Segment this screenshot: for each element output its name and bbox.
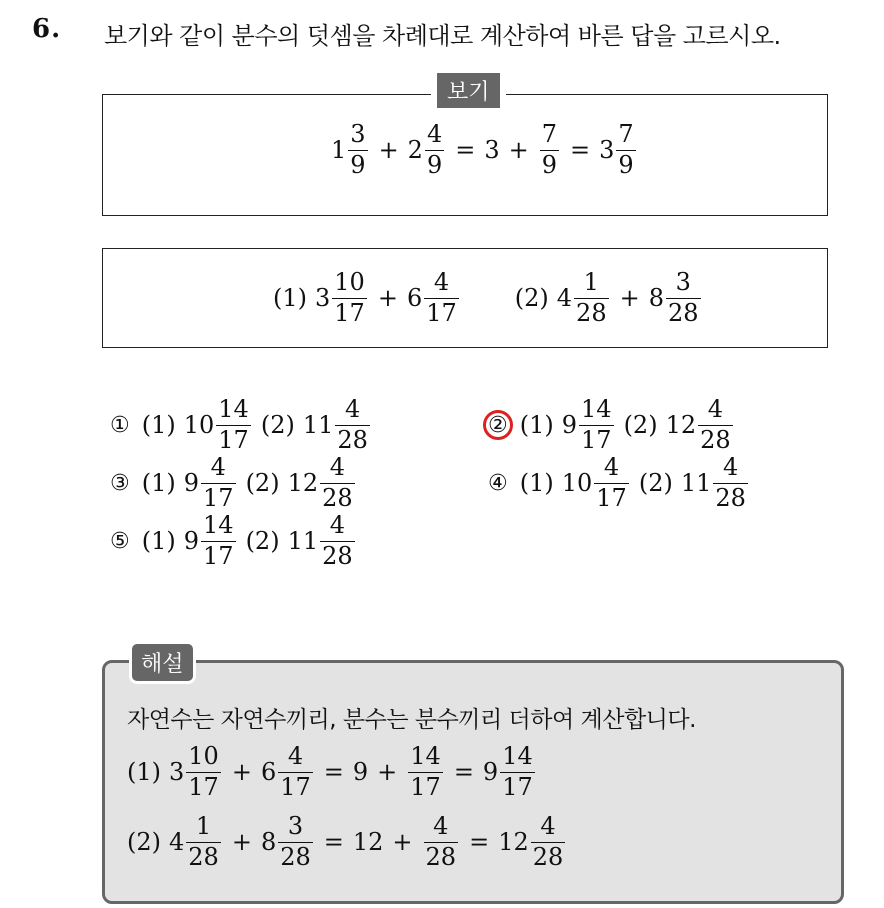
fraction [335, 396, 370, 454]
question-number: 6. [32, 14, 62, 44]
plus-sign: + [231, 828, 252, 857]
equals-sign: = [469, 828, 490, 857]
selected-answer-circle [483, 410, 513, 440]
solution-text: 자연수는 자연수끼리, 분수는 분수끼리 더하여 계산합니다. [127, 707, 696, 733]
example-result-whole: 3 [599, 136, 615, 165]
denominator: 28 [188, 842, 219, 871]
plus-sign: + [231, 758, 252, 787]
problem-1-label: (1) [273, 284, 307, 313]
choice-2[interactable] [488, 396, 735, 454]
equals-sign: = [323, 758, 344, 787]
fraction [320, 454, 355, 512]
fraction [278, 743, 313, 801]
solution-line-2 [127, 813, 567, 871]
problem-line [273, 269, 703, 327]
whole-number: 12 [352, 828, 384, 857]
numerator: 4 [723, 453, 739, 481]
plus-sign: + [392, 828, 413, 857]
example-equation [331, 121, 638, 179]
plus-sign: + [377, 758, 398, 787]
part-label: (1) [519, 469, 554, 498]
denominator: 17 [581, 425, 612, 454]
example-b-whole: 2 [407, 136, 423, 165]
fraction [713, 454, 748, 512]
solution-tag: 해설 [129, 641, 196, 684]
fraction [424, 813, 459, 871]
example-a-whole: 1 [331, 136, 347, 165]
part-label: (1) [519, 411, 554, 440]
numerator: 7 [618, 120, 634, 148]
part-label: (2) [638, 469, 673, 498]
numerator: 4 [329, 511, 346, 539]
numerator: 14 [218, 395, 249, 423]
equals-sign: = [323, 828, 344, 857]
equals-sign: = [570, 136, 591, 165]
whole-number: 9 [561, 411, 578, 440]
whole-number: 3 [169, 758, 185, 787]
whole-number: 11 [302, 411, 334, 440]
plus-sign: + [377, 284, 398, 313]
part-label: (1) [127, 758, 161, 787]
example-sum-fraction [540, 121, 559, 179]
fraction [201, 454, 236, 512]
part-label: (2) [623, 411, 658, 440]
fraction [408, 743, 443, 801]
whole-number: 4 [556, 284, 573, 313]
example-tag: 보기 [431, 73, 506, 108]
part-label: (1) [141, 469, 176, 498]
solution-line-1 [127, 743, 537, 801]
numerator: 10 [334, 268, 365, 296]
numerator: 10 [188, 742, 219, 770]
numerator: 4 [329, 453, 346, 481]
fraction [531, 813, 566, 871]
problem-2-label: (2) [514, 284, 549, 313]
whole-number: 12 [498, 828, 529, 857]
whole-number: 6 [260, 758, 277, 787]
whole-number: 11 [680, 469, 712, 498]
numerator: 4 [707, 395, 724, 423]
plus-sign: + [619, 284, 640, 313]
denominator: 17 [218, 425, 249, 454]
numerator: 4 [433, 268, 450, 296]
denominator: 17 [280, 772, 311, 801]
choice-3[interactable] [110, 454, 357, 512]
example-a-fraction [348, 121, 367, 179]
choice-mark: ④ [488, 470, 508, 496]
denominator: 9 [350, 150, 366, 179]
denominator: 17 [596, 483, 627, 512]
denominator: 17 [203, 483, 234, 512]
whole-number: 6 [406, 284, 423, 313]
denominator: 9 [541, 150, 558, 179]
part-label: (2) [260, 411, 295, 440]
numerator: 4 [210, 453, 226, 481]
example-b-fraction [425, 121, 444, 179]
fraction [201, 512, 236, 570]
choice-mark: ③ [110, 470, 130, 496]
numerator: 4 [433, 812, 449, 840]
choice-5[interactable] [110, 512, 357, 570]
whole-number: 12 [665, 411, 697, 440]
choice-mark: ② [488, 412, 508, 438]
choice-4[interactable] [488, 454, 750, 512]
equals-sign: = [453, 758, 474, 787]
denominator: 28 [715, 483, 746, 512]
plus-sign: + [378, 136, 399, 165]
fraction [594, 454, 629, 512]
problem-box [102, 248, 828, 348]
denominator: 9 [618, 150, 634, 179]
whole-number: 9 [482, 758, 499, 787]
whole-number: 9 [183, 469, 200, 498]
numerator: 3 [350, 120, 366, 148]
denominator: 17 [188, 772, 219, 801]
part-label: (1) [141, 527, 176, 556]
denominator: 9 [426, 150, 443, 179]
numerator: 14 [502, 742, 533, 770]
fraction [278, 813, 313, 871]
numerator: 7 [541, 120, 558, 148]
whole-number: 3 [315, 284, 331, 313]
whole-number: 8 [260, 828, 277, 857]
numerator: 3 [287, 812, 304, 840]
numerator: 4 [426, 120, 443, 148]
denominator: 28 [667, 298, 699, 327]
numerator: 4 [345, 395, 361, 423]
fraction [186, 743, 221, 801]
part-label: (2) [245, 469, 280, 498]
numerator: 4 [603, 453, 620, 481]
numerator: 4 [287, 742, 304, 770]
numerator: 4 [540, 812, 556, 840]
numerator: 3 [675, 268, 691, 296]
choice-1[interactable] [110, 396, 372, 454]
numerator: 1 [583, 268, 599, 296]
whole-number: 10 [561, 469, 593, 498]
numerator: 14 [410, 742, 441, 770]
fraction [424, 269, 459, 327]
denominator: 28 [700, 425, 731, 454]
example-result-fraction [616, 121, 635, 179]
part-label: (2) [127, 828, 161, 857]
denominator: 28 [322, 541, 353, 570]
denominator: 28 [280, 842, 311, 871]
denominator: 28 [532, 842, 564, 871]
fraction [216, 396, 251, 454]
denominator: 17 [502, 772, 533, 801]
whole-number: 12 [287, 469, 319, 498]
denominator: 17 [410, 772, 441, 801]
part-label: (1) [141, 411, 176, 440]
denominator: 17 [334, 298, 365, 327]
whole-number: 4 [169, 828, 185, 857]
choice-mark: ⑤ [110, 528, 130, 554]
whole-number: 9 [352, 758, 369, 787]
whole-number: 10 [183, 411, 215, 440]
denominator: 28 [322, 483, 353, 512]
fraction [332, 269, 367, 327]
numerator: 14 [581, 395, 612, 423]
equals-sign: = [455, 136, 476, 165]
fraction [500, 743, 535, 801]
example-sum-whole: 3 [484, 136, 500, 165]
denominator: 28 [425, 842, 457, 871]
denominator: 28 [576, 298, 607, 327]
numerator: 14 [203, 511, 234, 539]
part-label: (2) [245, 527, 280, 556]
plus-sign: + [508, 136, 529, 165]
solution-box [102, 652, 844, 904]
whole-number: 9 [183, 527, 200, 556]
fraction [579, 396, 614, 454]
whole-number: 8 [648, 284, 664, 313]
denominator: 17 [203, 541, 234, 570]
fraction [186, 813, 221, 871]
question-header [32, 14, 781, 50]
denominator: 17 [426, 298, 457, 327]
example-box [102, 80, 828, 216]
fraction [574, 269, 609, 327]
fraction [698, 396, 733, 454]
fraction [320, 512, 355, 570]
numerator: 1 [195, 812, 212, 840]
question-text: 보기와 같이 분수의 덧셈을 차례대로 계산하여 바른 답을 고르시오. [104, 22, 781, 50]
denominator: 28 [337, 425, 368, 454]
choice-mark: ① [110, 412, 130, 438]
whole-number: 11 [287, 527, 319, 556]
fraction [666, 269, 701, 327]
